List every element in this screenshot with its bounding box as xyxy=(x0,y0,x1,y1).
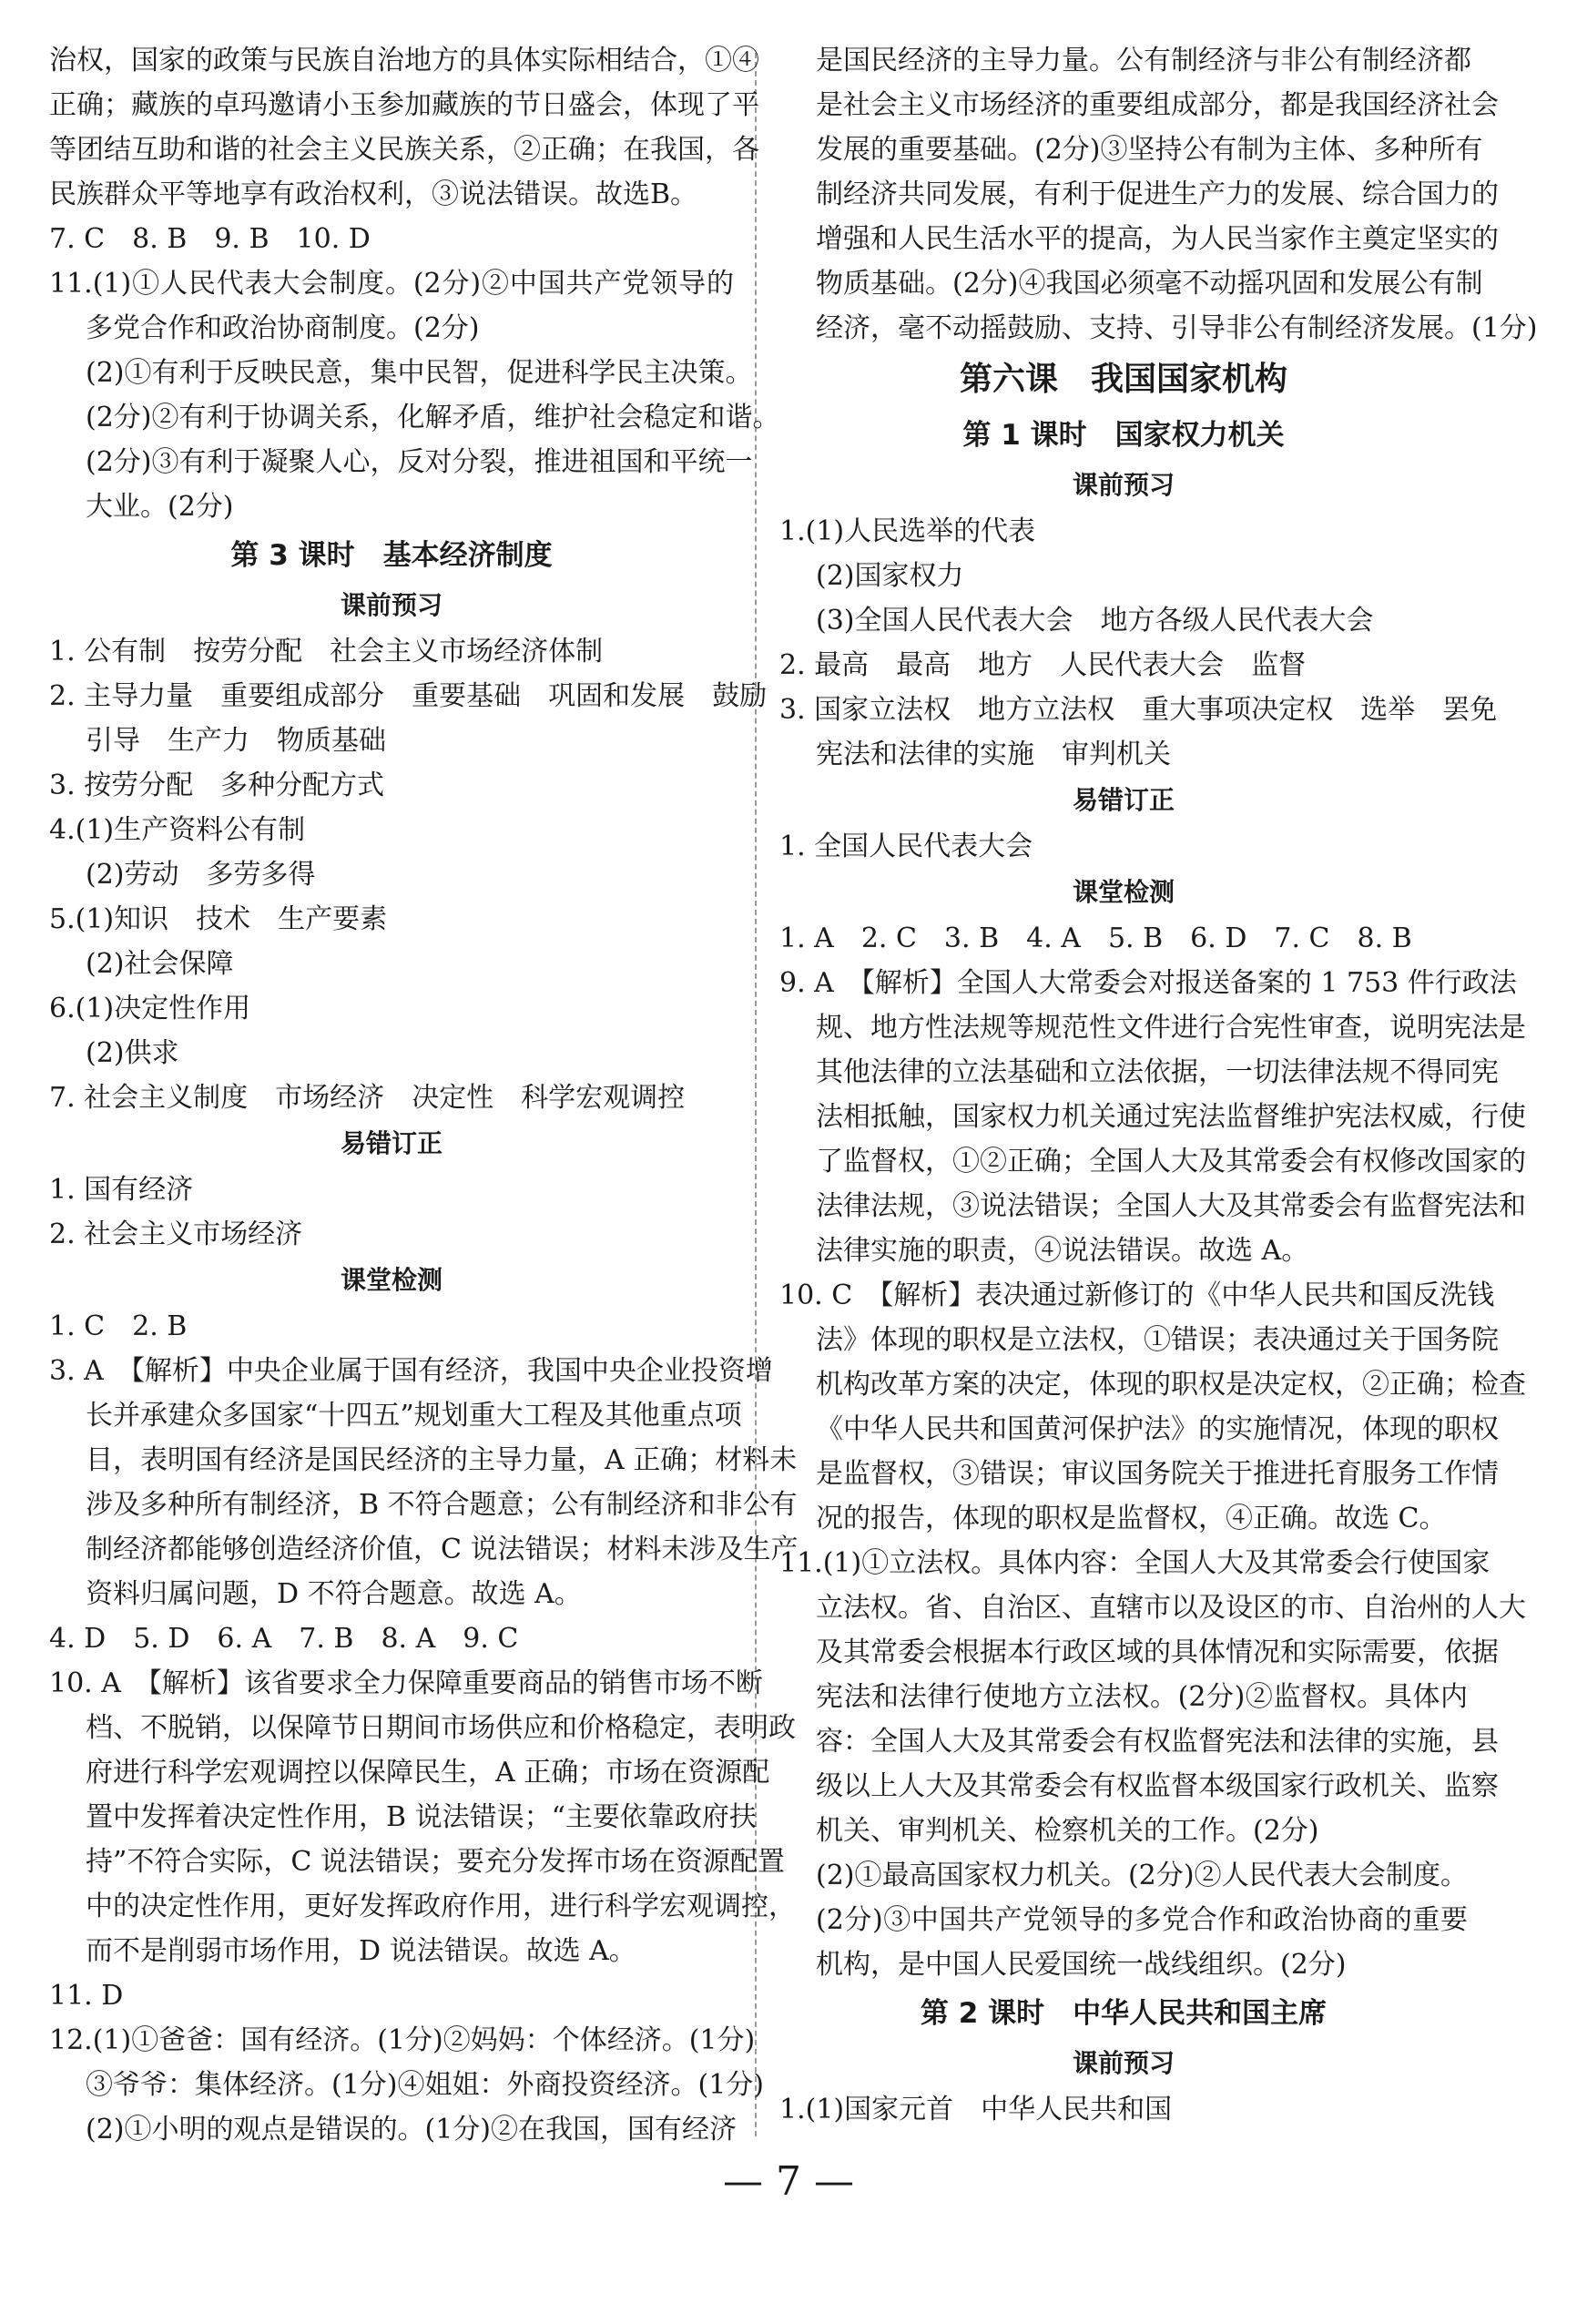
answer-line: 法律法规，③说法错误；全国人大及其常委会有监督宪法和 xyxy=(816,1190,1526,1222)
section-title: 课前预习 xyxy=(340,590,443,620)
answer-line: 是国民经济的主导力量。公有制经济与非公有制经济都 xyxy=(816,45,1471,76)
answer-line: (2分)③中国共产党领导的多党合作和政治协商的重要 xyxy=(816,1904,1468,1936)
chapter-title: 第六课 我国国家机构 xyxy=(959,361,1287,398)
answer-line: 法相抵触，国家权力机关通过宪法监督维护宪法权威，行使 xyxy=(816,1101,1526,1133)
answer-line: 2. 社会主义市场经济 xyxy=(49,1218,303,1250)
answer-line: 引导 生产力 物质基础 xyxy=(86,725,386,757)
answer-line: 11.(1)①人民代表大会制度。(2分)②中国共产党领导的 xyxy=(49,268,734,300)
answer-line: 是社会主义市场经济的重要组成部分，都是我国经济社会 xyxy=(816,89,1499,121)
answer-line: 7. C 8. B 9. B 10. D xyxy=(49,223,371,255)
answer-line: (3)全国人民代表大会 地方各级人民代表大会 xyxy=(816,605,1374,637)
answer-line: 中的决定性作用，更好发挥政府作用，进行科学宏观调控， xyxy=(86,1891,796,1922)
answer-line: 物质基础。(2分)④我国必须毫不动摇巩固和发展公有制 xyxy=(816,268,1483,300)
answer-line: 11. D xyxy=(49,1980,124,2012)
answer-line: 3. 按劳分配 多种分配方式 xyxy=(49,770,385,801)
answer-line: 涉及多种所有制经济，B 不符合题意；公有制经济和非公有 xyxy=(86,1489,798,1521)
answer-line: 况的报告，体现的职权是监督权，④正确。故选 C。 xyxy=(816,1503,1447,1534)
answer-line: 规、地方性法规等规范性文件进行合宪性审查，说明宪法是 xyxy=(816,1012,1526,1044)
answer-line: 4.(1)生产资料公有制 xyxy=(49,814,306,846)
answer-line: 10. A 【解析】该省要求全力保障重要商品的销售市场不断 xyxy=(49,1667,763,1699)
answer-line: 级以上人大及其常委会有权监督本级国家行政机关、监察 xyxy=(816,1770,1499,1802)
answer-line: (2分)③有利于凝聚人心，反对分裂，推进祖国和平统一 xyxy=(86,446,753,478)
answer-line: 发展的重要基础。(2分)③坚持公有制为主体、多种所有 xyxy=(816,134,1483,166)
answer-line: (2)国家权力 xyxy=(816,560,964,592)
answer-line: 制经济共同发展，有利于促进生产力的发展、综合国力的 xyxy=(816,178,1499,210)
answer-line: 7. 社会主义制度 市场经济 决定性 科学宏观调控 xyxy=(49,1082,686,1114)
answer-line: 机构改革方案的决定，体现的职权是决定权，②正确；检查 xyxy=(816,1369,1526,1401)
answer-line: 资料归属问题，D 不符合题意。故选 A。 xyxy=(86,1578,582,1610)
answer-line: (2)供求 xyxy=(86,1037,179,1069)
answer-line: 6.(1)决定性作用 xyxy=(49,993,251,1024)
answer-line: 1. 国有经济 xyxy=(49,1174,194,1206)
lesson-title: 第 3 课时 基本经济制度 xyxy=(230,539,553,572)
answer-line: 容：全国人大及其常委会有权监督宪法和法律的实施，县 xyxy=(816,1726,1499,1758)
section-title: 课前预习 xyxy=(1072,470,1175,500)
answer-line: (2分)②有利于协调关系，化解矛盾，维护社会稳定和谐。 xyxy=(86,402,780,433)
text-line: 治权，国家的政策与民族自治地方的具体实际相结合，①④ xyxy=(49,45,759,76)
answer-line: 《中华人民共和国黄河保护法》的实施情况，体现的职权 xyxy=(816,1413,1499,1445)
section-title: 易错订正 xyxy=(340,1128,443,1158)
answer-line: 1. A 2. C 3. B 4. A 5. B 6. D 7. C 8. B xyxy=(779,922,1412,954)
answer-line: 制经济都能够创造经济价值，C 说法错误；材料未涉及生产 xyxy=(86,1534,799,1565)
answer-line: ③爷爷：集体经济。(1分)④姐姐：外商投资经济。(1分) xyxy=(86,2069,764,2101)
answer-line: (2)①有利于反映民意，集中民智，促进科学民主决策。 xyxy=(86,357,753,389)
lesson-title: 第 2 课时 中华人民共和国主席 xyxy=(920,1997,1328,2030)
text-line: 正确；藏族的卓玛邀请小玉参加藏族的节日盛会，体现了平 xyxy=(49,89,759,121)
answer-line: 长并承建众多国家“十四五”规划重大工程及其他重点项 xyxy=(86,1400,742,1432)
section-title: 易错订正 xyxy=(1072,785,1175,815)
answer-line: 是监督权，③错误；审议国务院关于推进托育服务工作情 xyxy=(816,1458,1499,1490)
answer-line: 2. 最高 最高 地方 人民代表大会 监督 xyxy=(779,649,1307,681)
answer-line: 法律实施的职责，④说法错误。故选 A。 xyxy=(816,1235,1309,1267)
answer-line: 3. 国家立法权 地方立法权 重大事项决定权 选举 罢免 xyxy=(779,694,1498,726)
answer-line: 宪法和法律行使地方立法权。(2分)②监督权。具体内 xyxy=(816,1681,1468,1713)
answer-line: 机关、审判机关、检察机关的工作。(2分) xyxy=(816,1815,1319,1847)
answer-line: 12.(1)①爸爸：国有经济。(1分)②妈妈：个体经济。(1分) xyxy=(49,2024,756,2056)
answer-line: 5.(1)知识 技术 生产要素 xyxy=(49,903,388,935)
answer-line: 而不是削弱市场作用，D 说法错误。故选 A。 xyxy=(86,1935,636,1967)
answer-line: 其他法律的立法基础和立法依据，一切法律法规不得同宪 xyxy=(816,1056,1499,1088)
answer-line: 1.(1)人民选举的代表 xyxy=(779,515,1036,547)
answer-line: 经济，毫不动摇鼓励、支持、引导非公有制经济发展。(1分) xyxy=(816,312,1538,344)
answer-line: 大业。(2分) xyxy=(86,491,234,523)
section-title: 课堂检测 xyxy=(340,1265,443,1295)
left-column xyxy=(49,38,799,2152)
answer-line: 机构，是中国人民爱国统一战线组织。(2分) xyxy=(816,1949,1347,1981)
answer-line: 宪法和法律的实施 审判机关 xyxy=(816,739,1171,770)
answer-line: 4. D 5. D 6. A 7. B 8. A 9. C xyxy=(49,1623,519,1655)
answer-line: 1.(1)国家元首 中华人民共和国 xyxy=(779,2094,1173,2125)
right-column xyxy=(779,38,1538,2132)
answer-line: 目，表明国有经济是国民经济的主导力量，A 正确；材料未 xyxy=(86,1444,798,1476)
answer-line: 了监督权，①②正确；全国人大及其常委会有权修改国家的 xyxy=(816,1146,1526,1177)
answer-line: 1. 全国人民代表大会 xyxy=(779,831,1033,862)
answer-line: (2)社会保障 xyxy=(86,948,234,980)
answer-line: (2)①小明的观点是错误的。(1分)②在我国，国有经济 xyxy=(86,2114,737,2146)
answer-line: 多党合作和政治协商制度。(2分) xyxy=(86,312,480,344)
lesson-title: 第 1 课时 国家权力机关 xyxy=(962,419,1285,452)
section-title: 课前预习 xyxy=(1072,2048,1175,2078)
answer-line: 府进行科学宏观调控以保障民生，A 正确；市场在资源配 xyxy=(86,1757,770,1789)
answer-line: 法》体现的职权是立法权，①错误；表决通过关于国务院 xyxy=(816,1324,1499,1356)
answer-line: 持”不符合实际，C 说法错误；要充分发挥市场在资源配置 xyxy=(86,1846,785,1878)
answer-line: 2. 主导力量 重要组成部分 重要基础 巩固和发展 鼓励 xyxy=(49,680,768,712)
answer-line: 9. A 【解析】全国人大常委会对报送备案的 1 753 件行政法 xyxy=(779,967,1517,999)
section-title: 课堂检测 xyxy=(1072,877,1175,907)
answer-line: 增强和人民生活水平的提高，为人民当家作主奠定坚实的 xyxy=(816,223,1499,255)
answer-line: 1. C 2. B xyxy=(49,1310,188,1342)
answer-line: 及其常委会根据本行政区域的具体情况和实际需要，依据 xyxy=(816,1636,1499,1668)
answer-line: 3. A 【解析】中央企业属于国有经济，我国中央企业投资增 xyxy=(49,1355,773,1387)
page-number: — 7 — xyxy=(723,2158,854,2205)
answer-line: 档、不脱销，以保障节日期间市场供应和价格稳定，表明政 xyxy=(86,1712,796,1744)
answer-line: 1. 公有制 按劳分配 社会主义市场经济体制 xyxy=(49,636,604,668)
answer-line: 11.(1)①立法权。具体内容：全国人大及其常委会行使国家 xyxy=(779,1547,1491,1579)
text-line: 民族群众平等地享有政治权利，③说法错误。故选B。 xyxy=(49,178,698,210)
text-line: 等团结互助和谐的社会主义民族关系，②正确；在我国，各 xyxy=(49,134,759,166)
answer-line: (2)劳动 多劳多得 xyxy=(86,859,316,891)
answer-line: 立法权。省、自治区、直辖市以及设区的市、自治州的人大 xyxy=(816,1592,1526,1624)
answer-line: (2)①最高国家权力机关。(2分)②人民代表大会制度。 xyxy=(816,1860,1468,1891)
answer-line: 10. C 【解析】表决通过新修订的《中华人民共和国反洗钱 xyxy=(779,1279,1495,1311)
answer-line: 置中发挥着决定性作用，B 说法错误；“主要依靠政府扶 xyxy=(86,1801,757,1833)
